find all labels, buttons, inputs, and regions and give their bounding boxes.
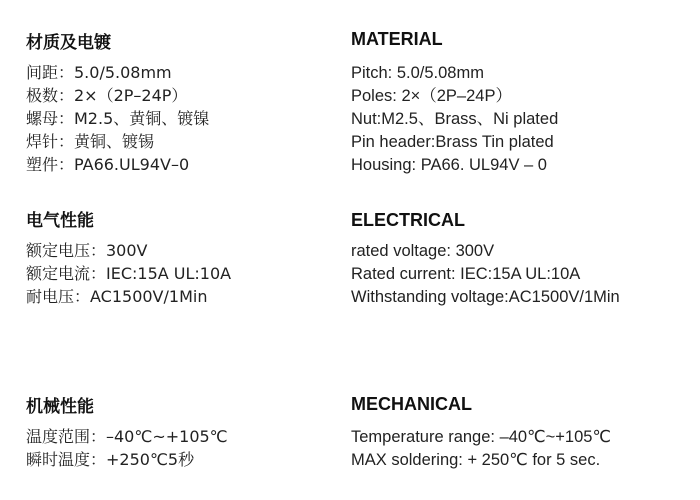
electrical-heading-en: ELECTRICAL bbox=[351, 210, 465, 230]
pitch-line-cn: 间距：5.0/5.08mm bbox=[26, 63, 172, 82]
rated-current-line-en: Rated current: IEC:15A UL:10A bbox=[351, 265, 581, 283]
housing-line-en: Housing: PA66. UL94V – 0 bbox=[351, 156, 547, 174]
withstand-voltage-line-cn: 耐电压：AC1500V/1Min bbox=[26, 287, 208, 306]
material-heading-cn: 材质及电镀 bbox=[26, 33, 111, 53]
poles-line-en: Poles: 2×（2P–24P） bbox=[351, 87, 512, 105]
pitch-line-en: Pitch: 5.0/5.08mm bbox=[351, 64, 484, 82]
pin-line-en: Pin header:Brass Tin plated bbox=[351, 133, 554, 151]
rated-current-line-cn: 额定电流：IEC:15A UL:10A bbox=[26, 264, 232, 283]
mechanical-heading-cn: 机械性能 bbox=[26, 397, 94, 417]
withstand-voltage-line-en: Withstanding voltage:AC1500V/1Min bbox=[351, 288, 620, 306]
mechanical-heading-en: MECHANICAL bbox=[351, 394, 472, 414]
soldering-line-en: MAX soldering: + 250℃ for 5 sec. bbox=[351, 451, 601, 469]
temperature-line-en: Temperature range: –40℃~+105℃ bbox=[351, 428, 611, 446]
poles-line-cn: 极数：2×（2P–24P） bbox=[26, 86, 188, 105]
nut-line-en: Nut:M2.5、Brass、Ni plated bbox=[351, 110, 559, 128]
housing-line-cn: 塑件：PA66.UL94V–0 bbox=[26, 155, 190, 174]
soldering-line-cn: 瞬时温度：+250℃5秒 bbox=[26, 450, 195, 469]
temperature-line-cn: 温度范围：–40℃~+105℃ bbox=[26, 427, 228, 446]
rated-voltage-line-en: rated voltage: 300V bbox=[351, 242, 495, 260]
nut-line-cn: 螺母：M2.5、黄铜、镀镍 bbox=[26, 109, 210, 128]
electrical-heading-cn: 电气性能 bbox=[26, 211, 94, 231]
pin-line-cn: 焊针：黄铜、镀锡 bbox=[26, 132, 155, 151]
material-heading-en: MATERIAL bbox=[351, 29, 443, 49]
rated-voltage-line-cn: 额定电压：300V bbox=[26, 241, 148, 260]
